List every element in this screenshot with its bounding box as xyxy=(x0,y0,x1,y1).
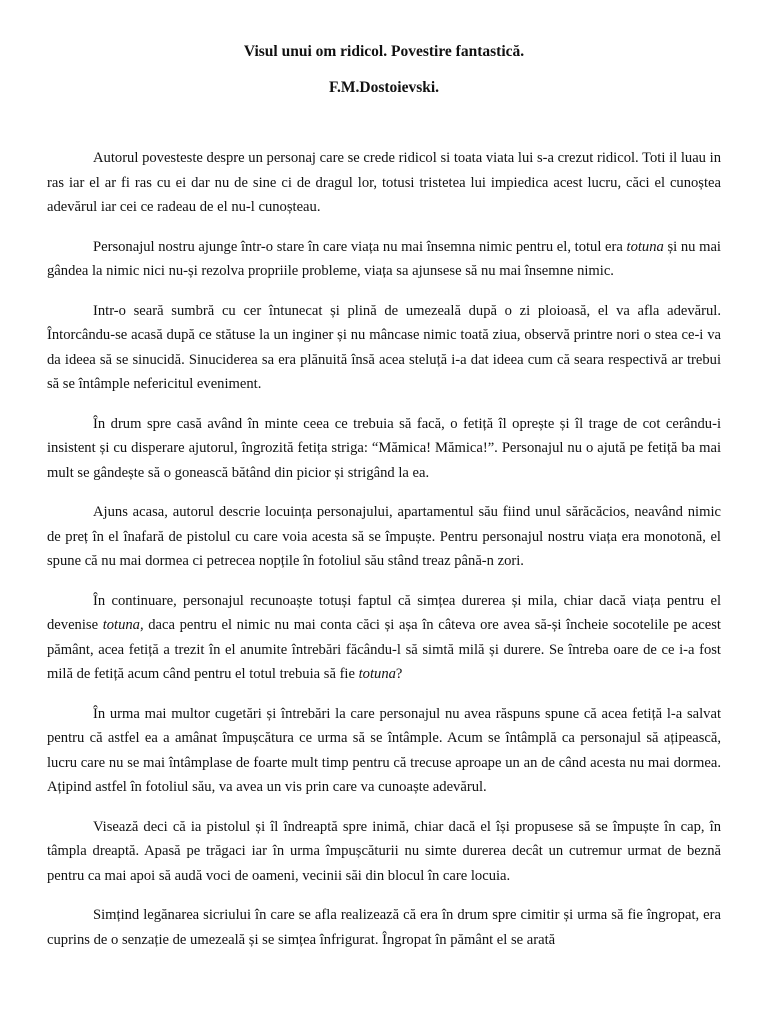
italic-text: totuna xyxy=(102,617,140,633)
paragraph xyxy=(47,299,721,397)
paragraph-text: În urma mai multor cugetări și întrebări la care personajul nu avea răspuns spune că acea fetiță l-a salvat pentru că astfel ea a amânat împușcătura ce urma să se întâmple. Acum se întâmplă ca personajul să ațipească, lucru care nu se mai întâmplase de foarte mult timp pentru că trecuse aproape un an de când acesta nu mai dormea. Ațipind astfel în fotoliul său, va avea un vis prin care va cunoaște adevărul. xyxy=(47,705,721,795)
paragraph xyxy=(47,815,721,889)
italic-text: totuna xyxy=(358,666,396,682)
paragraph xyxy=(47,500,721,574)
paragraph xyxy=(47,146,721,220)
document-author: F.M.Dostoievski. xyxy=(328,79,440,96)
paragraph xyxy=(47,412,721,486)
paragraph-text: , daca pentru el nimic nu mai conta căci și așa în câteva ore avea să-și încheie socotelile pe acest pământ, acea fetiță a trezit în el anumite întrebări făcându-l să simtă milă și durere. Se întreba oare de ce i-a fost milă de fetiță acum când pentru el totul trebuia să fie xyxy=(47,617,721,682)
paragraph-text: Ajuns acasa, autorul descrie locuința personajului, apartamentul său fiind unul sărăcăcios, neavând nimic de preț în el înafară de pistolul cu care voia acesta să se împuște. Pentru personajul nostru viața era monotonă, el spune că nu mai dormea ci petrecea nopțile în fotoliul său stând treaz până-n zori. xyxy=(47,504,721,569)
paragraph-text: În continuare, personajul recunoaște totuși faptul că simțea durerea și mila, chiar dacă viața pentru el devenise xyxy=(47,592,721,633)
paragraph xyxy=(47,702,721,800)
paragraph-text: În drum spre casă având în minte ceea ce trebuia să facă, o fetiță îl oprește și îl trage de cot cerându-i insistent și cu disperare ajutorul, îngrozită fetița striga: “Mămica! Mămica!”. Personajul nu o ajută pe fetiță ba mai mult se gândește să o gonească bătând din picior și strigând la ea. xyxy=(47,415,721,481)
document-body xyxy=(47,146,721,967)
paragraph xyxy=(47,235,721,284)
paragraph xyxy=(47,903,721,952)
document-title: Visul unui om ridicol. Povestire fantastică. xyxy=(243,43,525,60)
paragraph-text: Visează deci că ia pistolul și îl îndreaptă spre inimă, chiar dacă el își propusese să se împuște în cap, în tâmpla dreaptă. Apasă pe trăgaci iar în urma împușcăturii nu simte durerea decât un cutremur urmat de beznă pentru ca mai apoi să audă voci de oameni, vecinii săi din blocul în care locuia. xyxy=(47,818,721,884)
italic-text: totuna xyxy=(626,238,664,255)
paragraph-text: ? xyxy=(395,666,403,682)
paragraph-text: Simțind legănarea sicriului în care se afla realizează că era în drum spre cimitir și urma să fie îngropat, era cuprins de o senzație de umezeală și se simțea înfrigurat. Îngropat în pământ el se arată xyxy=(47,907,721,948)
paragraph-text: și nu mai gândea la nimic nici nu-și rezolva propriile probleme, viața sa ajunsese să nu mai însemne nimic. xyxy=(47,238,721,279)
paragraph-text: Autorul povesteste despre un personaj care se crede ridicol si toata viata lui s-a crezut ridicol. Toti il luau in ras iar el ar fi ras cu ei dar nu de sine ci de dragul lor, totusi tristetea lui impiedica acest lucru, căci el cunoștea adevărul iar cei ce radeau de el nu-l cunoșteau. xyxy=(47,150,721,215)
paragraph-text: Intr-o seară sumbră cu cer întunecat și plină de umezeală după o zi ploioasă, el va afla adevărul. Întorcându-se acasă după ce stătuse la un inginer și nu mâncase nimic toată ziua, observă printre nori o stea ce-i va da ideea să se sinucidă. Sinuciderea sa era plănuită însă acea steluță i-a dat ideea cum că seara respectivă ar trebui să se întâmple nefericitul eveniment. xyxy=(47,302,721,392)
paragraph-text: Personajul nostru ajunge într-o stare în care viața nu mai însemna nimic pentru el, totul era xyxy=(93,238,627,255)
paragraph xyxy=(47,589,721,687)
